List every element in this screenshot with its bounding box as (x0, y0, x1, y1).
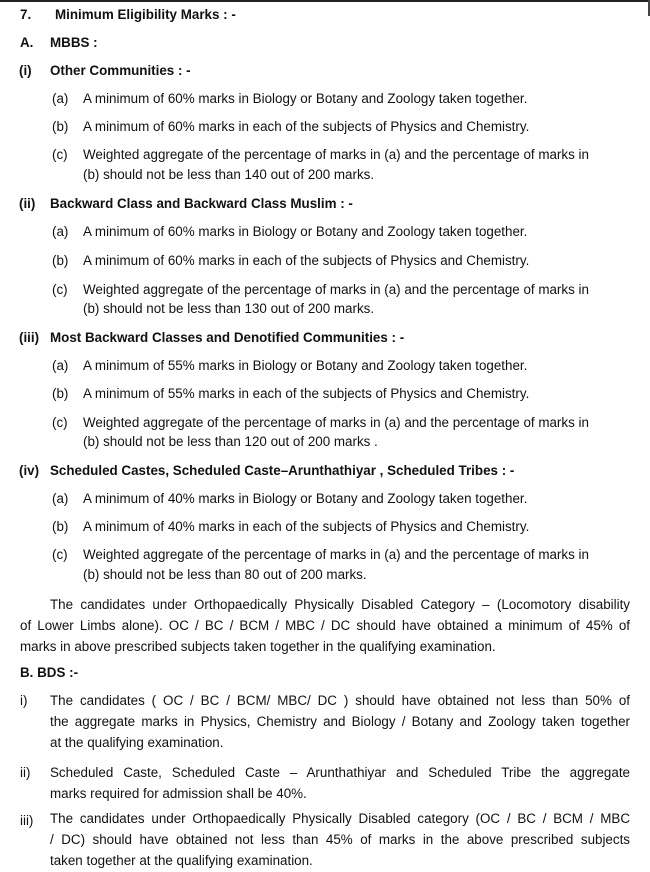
bds-item-text (50, 808, 630, 871)
note-line: marks in above prescribed subjects taken together in the qualifying examination. (20, 639, 496, 654)
item-text: Weighted aggregate of the percentage of marks in (a) and the percentage of marks in (83, 282, 589, 297)
item-text: A minimum of 60% marks in each of the subjects of Physics and Chemistry. (83, 119, 530, 134)
bds-item-number: iii) (20, 813, 34, 828)
item-text: (b) should not be less than 140 out of 200 marks. (83, 167, 375, 182)
item-letter: (a) (52, 491, 69, 506)
bds-line: The candidates under Orthopaedically Physically Disabled category (OC / BC / BCM / MBC (50, 811, 630, 826)
bds-line: the aggregate marks in Physics, Chemistry and Biology / Botany and Zoology taken together (50, 714, 630, 729)
mbbs-title: MBBS : (50, 35, 98, 50)
item-letter: (c) (52, 415, 68, 430)
item-letter: (a) (52, 91, 69, 106)
item-text: A minimum of 55% marks in each of the subjects of Physics and Chemistry. (83, 386, 530, 401)
item-text: Weighted aggregate of the percentage of marks in (a) and the percentage of marks in (83, 147, 589, 162)
bds-item-text (50, 690, 630, 753)
item-letter: (a) (52, 224, 69, 239)
item-letter: (b) (52, 119, 69, 134)
group-number: (iv) (19, 463, 40, 478)
bds-line: / DC) should have obtained not less than 45% of marks in the above prescribed subjects (50, 832, 630, 847)
group-title: Scheduled Castes, Scheduled Caste–Arunthathiyar , Scheduled Tribes : - (50, 463, 515, 478)
item-text: A minimum of 60% marks in Biology or Botany and Zoology taken together. (83, 91, 528, 106)
item-text: A minimum of 55% marks in Biology or Botany and Zoology taken together. (83, 358, 528, 373)
group-title: Most Backward Classes and Denotified Communities : - (50, 330, 405, 345)
item-text: (b) should not be less than 120 out of 200 marks . (83, 434, 378, 449)
bds-line: Scheduled Caste, Scheduled Caste – Arunthathiyar and Scheduled Tribe the aggregate (50, 765, 630, 780)
item-text: Weighted aggregate of the percentage of marks in (a) and the percentage of marks in (83, 547, 589, 562)
section-title: Minimum Eligibility Marks : - (55, 7, 236, 22)
bds-line: marks required for admission shall be 40%. (50, 786, 307, 801)
mbbs-letter: A. (20, 35, 34, 50)
item-text: A minimum of 60% marks in Biology or Botany and Zoology taken together. (83, 224, 528, 239)
item-letter: (c) (52, 547, 68, 562)
item-text: Weighted aggregate of the percentage of marks in (a) and the percentage of marks in (83, 415, 589, 430)
item-text: (b) should not be less than 130 out of 200 marks. (83, 301, 375, 316)
section-number: 7. (20, 7, 32, 22)
bds-item-text (50, 762, 630, 804)
bds-title: B. BDS :- (20, 665, 79, 680)
bds-line: The candidates ( OC / BC / BCM/ MBC/ DC ) should have obtained not less than 50% of (50, 693, 630, 708)
item-letter: (a) (52, 358, 69, 373)
item-text: A minimum of 40% marks in Biology or Botany and Zoology taken together. (83, 491, 528, 506)
item-text: A minimum of 60% marks in each of the subjects of Physics and Chemistry. (83, 253, 530, 268)
note-line: of Lower Limbs alone). OC / BC / BCM / MBC / DC should have obtained a minimum of 45% of (20, 618, 630, 633)
item-text: A minimum of 40% marks in each of the subjects of Physics and Chemistry. (83, 519, 530, 534)
item-letter: (b) (52, 386, 69, 401)
item-letter: (c) (52, 147, 68, 162)
item-text: (b) should not be less than 80 out of 200 marks. (83, 567, 367, 582)
item-letter: (b) (52, 519, 69, 534)
group-title: Backward Class and Backward Class Muslim : - (50, 196, 353, 211)
note-line: The candidates under Orthopaedically Physically Disabled Category – (Locomotory disability (50, 597, 630, 612)
item-letter: (b) (52, 253, 69, 268)
bds-line: taken together at the qualifying examination. (50, 853, 313, 868)
bds-line: at the qualifying examination. (50, 735, 224, 750)
group-number: (ii) (19, 196, 36, 211)
top-border (0, 0, 650, 2)
group-number: (iii) (19, 330, 40, 345)
group-number: (i) (19, 63, 32, 78)
group-title: Other Communities : - (50, 63, 191, 78)
opd-note (20, 594, 630, 657)
item-letter: (c) (52, 282, 68, 297)
bds-item-number: ii) (20, 765, 31, 780)
bds-item-number: i) (20, 693, 28, 708)
